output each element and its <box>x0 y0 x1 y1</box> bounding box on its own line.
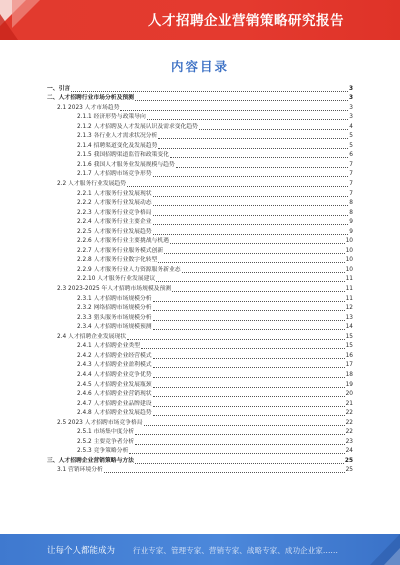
toc-entry[interactable] <box>47 436 353 446</box>
toc-leader-dots <box>153 395 345 397</box>
toc-entry[interactable] <box>47 283 353 293</box>
toc-page-number: 17 <box>345 362 353 369</box>
toc-entry-text: 2.4.6 人才招聘企业营销现状 <box>77 391 152 398</box>
toc-entry-text: 2.4.8 人才招聘企业发展趋势 <box>77 410 152 417</box>
toc-leader-dots <box>153 175 349 177</box>
toc-leader-dots <box>153 366 345 368</box>
toc-entry[interactable] <box>47 446 353 456</box>
toc-entry-text: 2.3.4 人才招聘市场规模预测 <box>77 324 152 331</box>
toc-entry-text: 2.5.1 市场集中度分析 <box>77 429 135 436</box>
toc-page-number: 22 <box>345 429 353 436</box>
toc-entry[interactable] <box>47 159 353 169</box>
toc-page-number: 7 <box>349 171 353 178</box>
toc-entry[interactable] <box>47 198 353 208</box>
toc-page-number: 22 <box>345 419 353 426</box>
toc-page-number: 24 <box>345 448 353 455</box>
toc-entry[interactable] <box>47 131 353 141</box>
toc-leader-dots <box>153 405 345 407</box>
toc-entry[interactable] <box>47 360 353 370</box>
toc-leader-dots <box>127 185 348 187</box>
toc-page-number: 3 <box>349 104 353 111</box>
toc-entry-text: 2.1.7 人才招聘市场竞争形势 <box>77 171 152 178</box>
toc-entry-text: 2.5.2 主要竞争者分析 <box>77 438 135 445</box>
toc-entry-text: 2.2.1 人才服务行业发展现状 <box>77 190 152 197</box>
toc-leader-dots <box>129 452 344 454</box>
toc-entry-text: 2.2.2 人才服务行业发展动态 <box>77 200 152 207</box>
toc-leader-dots <box>153 357 345 359</box>
toc-leader-dots <box>158 137 348 139</box>
toc-entry[interactable] <box>47 226 353 236</box>
toc-page-number: 8 <box>349 200 353 207</box>
footer-slogan: 让每个人都能成为 <box>47 546 116 556</box>
toc-leader-dots <box>153 376 345 378</box>
toc-leader-dots <box>135 433 344 435</box>
toc-page-number: 7 <box>349 181 353 188</box>
toc-entry[interactable] <box>47 350 353 360</box>
toc-entry[interactable] <box>47 169 353 179</box>
toc-entry[interactable] <box>47 417 353 427</box>
toc-page-number: 8 <box>349 209 353 216</box>
toc-page-number: 25 <box>345 467 353 474</box>
toc-entry[interactable] <box>47 331 353 341</box>
toc-entry[interactable] <box>47 255 353 265</box>
toc-page-number: 11 <box>345 276 353 283</box>
corner-decoration-icon <box>0 0 70 40</box>
toc-entry[interactable] <box>47 312 353 322</box>
toc-entry-text: 2.2.4 人才服务行业主要企业 <box>77 219 152 226</box>
toc-leader-dots <box>158 261 344 263</box>
toc-entry-text: 2.1 2023 人才市场趋势 <box>57 104 120 111</box>
toc-entry[interactable] <box>47 274 353 284</box>
toc-page-number: 10 <box>345 247 353 254</box>
toc-entry-text: 2.1.4 招聘渠道变化及发展趋势 <box>77 142 158 149</box>
toc-entry[interactable] <box>47 188 353 198</box>
toc-leader-dots <box>199 128 348 130</box>
toc-leader-dots <box>153 195 349 197</box>
toc-entry-text: 2.2.6 人才服务行业主要挑战与机遇 <box>77 238 169 245</box>
toc-entry-text: 2.4.7 人才招聘企业品牌建设 <box>77 400 152 407</box>
toc-entry[interactable] <box>47 83 353 93</box>
toc-page-number: 15 <box>345 333 353 340</box>
toc-leader-dots <box>172 290 345 292</box>
toc-entry[interactable] <box>47 112 353 122</box>
toc-leader-dots <box>135 462 344 464</box>
toc-entry-text: 2.1.2 人才招聘及人才发展认识及需求变化趋势 <box>77 123 198 130</box>
toc-entry-text: 2.3.1 人才招聘市场规模分析 <box>77 295 152 302</box>
toc-page-number: 19 <box>345 381 353 388</box>
toc-page-number: 6 <box>349 152 353 159</box>
toc-page-number: 21 <box>345 400 353 407</box>
toc-entry[interactable] <box>47 398 353 408</box>
toc-entry-text: 2.4.3 人才招聘企业盈利模式 <box>77 362 152 369</box>
toc-page-number: 7 <box>349 190 353 197</box>
footer-banner <box>0 534 400 565</box>
toc-entry-text: 2.1.1 经济形势与政策导向 <box>77 114 146 121</box>
toc-entry[interactable] <box>47 245 353 255</box>
toc-leader-dots <box>127 338 345 340</box>
toc-entry[interactable] <box>47 93 353 103</box>
toc-page-number: 18 <box>345 371 353 378</box>
toc-leader-dots <box>153 233 349 235</box>
toc-page-number: 9 <box>349 228 353 235</box>
toc-entry[interactable] <box>47 408 353 418</box>
toc-entry[interactable] <box>47 293 353 303</box>
toc-page-number: 4 <box>349 123 353 130</box>
report-header <box>0 0 400 40</box>
toc-leader-dots <box>170 242 345 244</box>
toc-entry[interactable] <box>47 322 353 332</box>
toc-page-number: 13 <box>345 314 353 321</box>
toc-entry[interactable] <box>47 465 353 475</box>
toc-page-number: 12 <box>345 305 353 312</box>
toc-entry[interactable] <box>47 102 353 112</box>
toc-leader-dots <box>158 147 348 149</box>
toc-page-number: 5 <box>349 142 353 149</box>
toc-entry[interactable] <box>47 427 353 437</box>
footer-decoration-icon <box>310 534 400 565</box>
toc-page-number: 15 <box>345 343 353 350</box>
toc-entry-text: 2.2.5 人才服务行业发展趋势 <box>77 228 152 235</box>
footer-tagline: 行业专家、管理专家、营销专家、战略专家、成功企业家…… <box>133 546 339 555</box>
toc-entry-text: 2.4.4 人才招聘企业竞争优势 <box>77 371 152 378</box>
toc-entry[interactable] <box>47 369 353 379</box>
report-title: 人才招聘企业营销策略研究报告 <box>148 13 344 29</box>
toc-entry-text: 三、人才招聘企业营销策略与方法 <box>47 457 134 464</box>
toc-entry-text: 2.2.8 人才服务行业数字化转型 <box>77 257 158 264</box>
toc-entry-text: 2.4.2 人才招聘企业经营模式 <box>77 352 152 359</box>
toc-entry[interactable] <box>47 217 353 227</box>
toc-leader-dots <box>104 471 345 473</box>
toc-title: 内容目录 <box>170 59 229 74</box>
toc-page-number: 23 <box>345 438 353 445</box>
toc-page-number: 11 <box>345 286 353 293</box>
toc-entry-text: 2.1.3 各行业人才需求状况分析 <box>77 133 158 140</box>
toc-leader-dots <box>182 271 345 273</box>
toc-list <box>47 83 353 474</box>
toc-leader-dots <box>141 347 345 349</box>
toc-leader-dots <box>170 156 348 158</box>
toc-page-number: 14 <box>345 324 353 331</box>
toc-entry-text: 2.3.2 网络招聘市场规模分析 <box>77 305 152 312</box>
toc-leader-dots <box>153 328 345 330</box>
toc-entry[interactable] <box>47 303 353 313</box>
toc-page-number: 22 <box>345 410 353 417</box>
toc-leader-dots <box>156 280 344 282</box>
toc-entry-text: 2.2.7 人才服务行业服务模式创新 <box>77 247 164 254</box>
toc-entry-text: 2.1.5 我国招聘渠道监管和政策变化 <box>77 152 169 159</box>
toc-leader-dots <box>153 386 345 388</box>
toc-entry[interactable] <box>47 455 353 465</box>
toc-entry-text: 3.1 营销环境分析 <box>57 467 103 474</box>
toc-leader-dots <box>176 166 349 168</box>
toc-entry-text: 2.4.1 人才招聘企业类型 <box>77 343 140 350</box>
toc-entry[interactable] <box>47 150 353 160</box>
toc-leader-dots <box>144 424 345 426</box>
toc-entry-text: 2.2 人才服务行业发展趋势 <box>57 181 127 188</box>
toc-page-number: 10 <box>345 257 353 264</box>
toc-entry-text: 2.4.5 人才招聘企业发展瓶颈 <box>77 381 152 388</box>
toc-leader-dots <box>135 443 344 445</box>
toc-page-number: 3 <box>348 85 353 92</box>
toc-entry[interactable] <box>47 379 353 389</box>
toc-entry[interactable] <box>47 389 353 399</box>
toc-entry-text: 2.1.6 我国人才服务业发展规模与趋势 <box>77 161 175 168</box>
toc-entry-text: 2.5 2023 人才招聘市场竞争格局 <box>57 419 143 426</box>
toc-leader-dots <box>164 252 344 254</box>
toc-leader-dots <box>153 414 345 416</box>
toc-entry[interactable] <box>47 140 353 150</box>
toc-entry-text: 2.2.3 人才服务行业竞争格局 <box>77 209 152 216</box>
toc-page-number: 3 <box>349 114 353 121</box>
toc-leader-dots <box>153 214 349 216</box>
toc-page-number: 3 <box>348 95 353 102</box>
toc-entry[interactable] <box>47 236 353 246</box>
toc-entry-text: 2.3 2023-2025 年人才招聘市场规模及预测 <box>57 286 172 293</box>
toc-entry-text: 2.4 人才招聘企业发展现状 <box>57 333 127 340</box>
toc-entry[interactable] <box>47 121 353 131</box>
toc-page-number: 20 <box>345 391 353 398</box>
toc-leader-dots <box>71 90 348 92</box>
toc-entry[interactable] <box>47 178 353 188</box>
toc-entry-text: 2.5.3 竞争策略分析 <box>77 448 129 455</box>
toc-leader-dots <box>153 223 349 225</box>
toc-page-number: 10 <box>345 238 353 245</box>
toc-leader-dots <box>153 300 345 302</box>
toc-entry-text: 2.3.3 猎头服务市场规模分析 <box>77 314 152 321</box>
toc-entry-text: 一、引言 <box>47 85 71 92</box>
toc-page-number: 16 <box>345 352 353 359</box>
toc-page-number: 9 <box>349 219 353 226</box>
toc-entry[interactable] <box>47 264 353 274</box>
toc-leader-dots <box>153 204 349 206</box>
toc-leader-dots <box>135 99 348 101</box>
toc-leader-dots <box>153 309 345 311</box>
toc-entry[interactable] <box>47 341 353 351</box>
toc-leader-dots <box>120 109 348 111</box>
toc-page-number: 25 <box>344 457 353 464</box>
toc-leader-dots <box>147 118 349 120</box>
toc-page-number: 11 <box>345 295 353 302</box>
toc-page-number: 10 <box>345 266 353 273</box>
toc-entry[interactable] <box>47 207 353 217</box>
toc-leader-dots <box>153 319 345 321</box>
toc-entry-text: 2.2.9 人才服务行业人力资源服务新业态 <box>77 266 181 273</box>
toc-entry-text: 2.2.10 人才服务行业发展建议 <box>77 276 156 283</box>
toc-entry-text: 二、人才招聘行业市场分析及预测 <box>47 95 134 102</box>
toc-page-number: 7 <box>349 161 353 168</box>
toc-page-number: 5 <box>349 133 353 140</box>
